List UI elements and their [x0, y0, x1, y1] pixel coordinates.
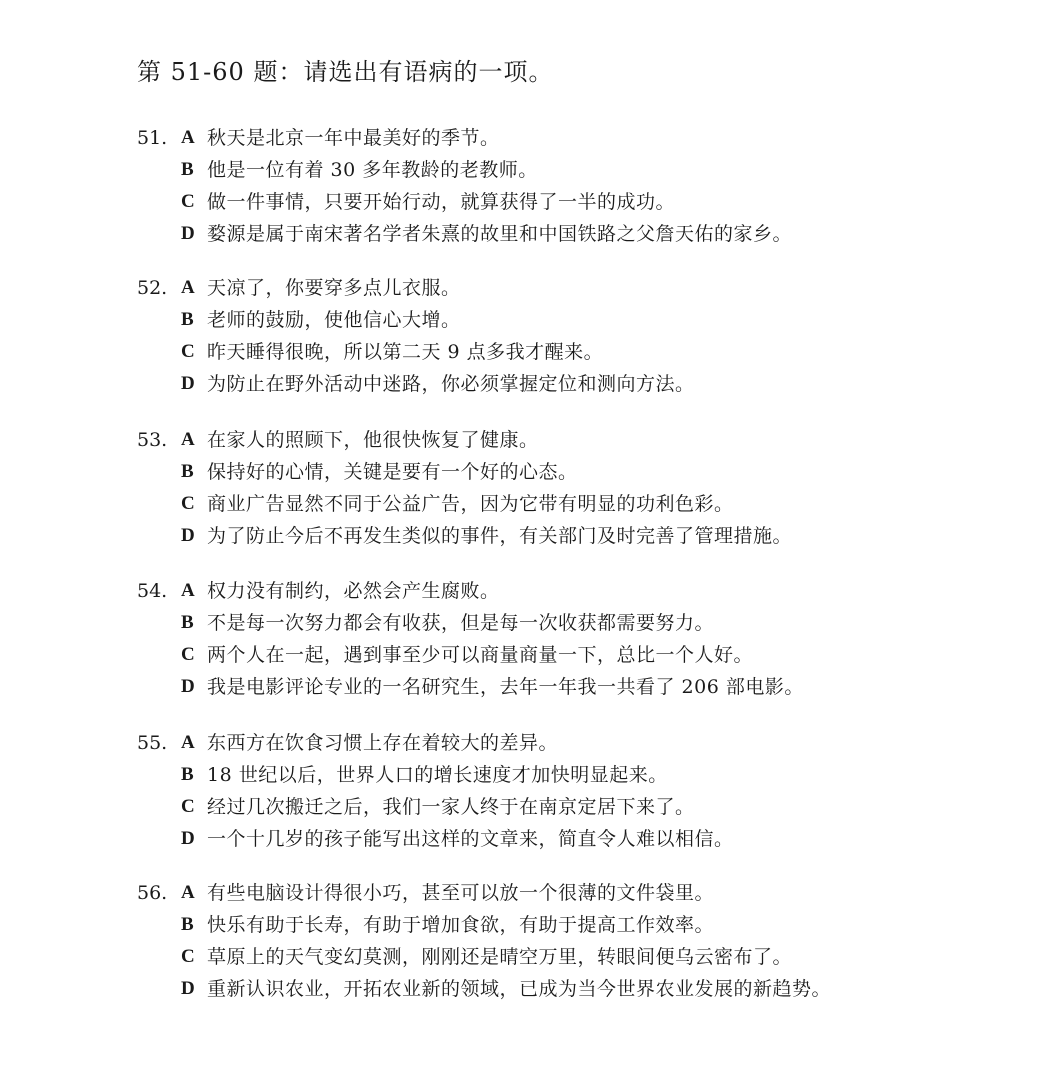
- option-b: [137, 154, 1017, 186]
- option-c: [137, 791, 1017, 823]
- option-text: 做一件事情，只要开始行动，就算获得了一半的成功。: [207, 191, 676, 213]
- option-letter: C: [181, 493, 195, 514]
- option-letter: B: [181, 764, 194, 785]
- question-54: [137, 575, 1017, 703]
- option-b: [137, 456, 1017, 488]
- question-number: 52.: [137, 277, 168, 299]
- option-letter: B: [181, 914, 194, 935]
- option-letter: A: [181, 732, 195, 753]
- question-number: 55.: [137, 732, 168, 754]
- option-d: [137, 218, 1017, 250]
- option-text: 经过几次搬迁之后，我们一家人终于在南京定居下来了。: [207, 796, 695, 818]
- option-text: 在家人的照顾下，他很快恢复了健康。: [207, 429, 539, 451]
- question-52: [137, 272, 1017, 400]
- option-c: [137, 186, 1017, 218]
- option-letter: C: [181, 946, 195, 967]
- question-55: [137, 727, 1017, 855]
- option-a: [137, 122, 1017, 154]
- option-text: 快乐有助于长寿，有助于增加食欲，有助于提高工作效率。: [207, 914, 715, 936]
- option-letter: C: [181, 644, 195, 665]
- option-text: 为了防止今后不再发生类似的事件，有关部门及时完善了管理措施。: [207, 525, 793, 547]
- option-a: [137, 272, 1017, 304]
- question-number: 53.: [137, 429, 168, 451]
- option-b: [137, 909, 1017, 941]
- option-text: 保持好的心情，关键是要有一个好的心态。: [207, 461, 578, 483]
- option-letter: A: [181, 882, 195, 903]
- option-letter: A: [181, 429, 195, 450]
- option-letter: D: [181, 978, 195, 999]
- option-b: [137, 759, 1017, 791]
- option-text: 老师的鼓励，使他信心大增。: [207, 309, 461, 331]
- option-text: 东西方在饮食习惯上存在着较大的差异。: [207, 732, 559, 754]
- option-letter: C: [181, 796, 195, 817]
- option-text: 商业广告显然不同于公益广告，因为它带有明显的功利色彩。: [207, 493, 734, 515]
- option-a: [137, 575, 1017, 607]
- option-d: [137, 973, 1017, 1005]
- option-letter: B: [181, 461, 194, 482]
- option-text: 两个人在一起，遇到事至少可以商量商量一下，总比一个人好。: [207, 644, 754, 666]
- option-c: [137, 488, 1017, 520]
- option-letter: D: [181, 223, 195, 244]
- option-text: 天凉了，你要穿多点儿衣服。: [207, 277, 461, 299]
- question-number: 56.: [137, 882, 168, 904]
- question-56: [137, 877, 1017, 1005]
- option-d: [137, 671, 1017, 703]
- option-text: 18 世纪以后，世界人口的增长速度才加快明显起来。: [207, 764, 668, 786]
- option-text: 不是每一次努力都会有收获，但是每一次收获都需要努力。: [207, 612, 715, 634]
- option-d: [137, 520, 1017, 552]
- option-a: [137, 727, 1017, 759]
- option-letter: A: [181, 277, 195, 298]
- option-letter: C: [181, 191, 195, 212]
- option-text: 重新认识农业，开拓农业新的领域，已成为当今世界农业发展的新趋势。: [207, 978, 832, 1000]
- question-51: [137, 122, 1017, 250]
- option-text: 为防止在野外活动中迷路，你必须掌握定位和测向方法。: [207, 373, 695, 395]
- option-a: [137, 424, 1017, 456]
- option-letter: D: [181, 373, 195, 394]
- question-number: 51.: [137, 127, 168, 149]
- option-letter: B: [181, 309, 194, 330]
- option-text: 婺源是属于南宋著名学者朱熹的故里和中国铁路之父詹天佑的家乡。: [207, 223, 793, 245]
- option-letter: D: [181, 828, 195, 849]
- option-b: [137, 304, 1017, 336]
- option-letter: B: [181, 612, 194, 633]
- section-instruction: 第 51-60 题：请选出有语病的一项。: [137, 58, 554, 86]
- option-text: 昨天睡得很晚，所以第二天 9 点多我才醒来。: [207, 341, 604, 363]
- option-letter: D: [181, 676, 195, 697]
- option-text: 有些电脑设计得很小巧，甚至可以放一个很薄的文件袋里。: [207, 882, 715, 904]
- option-text: 我是电影评论专业的一名研究生，去年一年我一共看了 206 部电影。: [207, 676, 804, 698]
- option-c: [137, 336, 1017, 368]
- option-letter: A: [181, 580, 195, 601]
- option-b: [137, 607, 1017, 639]
- option-c: [137, 941, 1017, 973]
- option-text: 秋天是北京一年中最美好的季节。: [207, 127, 500, 149]
- option-a: [137, 877, 1017, 909]
- option-letter: B: [181, 159, 194, 180]
- option-text: 权力没有制约，必然会产生腐败。: [207, 580, 500, 602]
- question-number: 54.: [137, 580, 168, 602]
- question-53: [137, 424, 1017, 552]
- option-d: [137, 368, 1017, 400]
- option-c: [137, 639, 1017, 671]
- option-text: 草原上的天气变幻莫测，刚刚还是晴空万里，转眼间便乌云密布了。: [207, 946, 793, 968]
- option-letter: D: [181, 525, 195, 546]
- option-text: 他是一位有着 30 多年教龄的老教师。: [207, 159, 538, 181]
- option-letter: C: [181, 341, 195, 362]
- option-text: 一个十几岁的孩子能写出这样的文章来，简直令人难以相信。: [207, 828, 734, 850]
- option-letter: A: [181, 127, 195, 148]
- option-d: [137, 823, 1017, 855]
